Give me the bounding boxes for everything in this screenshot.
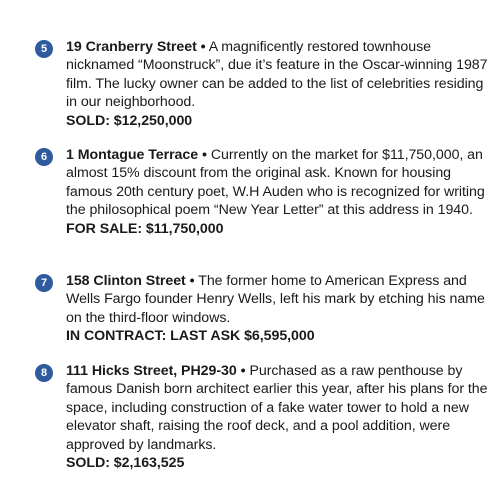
listing-bullet: •: [240, 363, 246, 379]
listing-status: FOR SALE: $11,750,000: [66, 220, 224, 237]
listing-description: Purchased as a raw penthouse by famous Danish born architect earlier this year, after his plans for the space, including construction of a fake water tower to hold a new elevator shaft, raising the roof deck, and a pool addition, were approved by landmarks.: [66, 363, 488, 453]
listing-text: [66, 362, 497, 472]
listing-number-badge: 8: [35, 364, 53, 382]
listing-street: 158 Clinton Street: [66, 273, 186, 289]
listing-street: 111 Hicks Street, PH29-30: [66, 363, 237, 379]
listing-text: [66, 146, 497, 238]
listing-street: 1 Montague Terrace: [66, 147, 199, 163]
listing-description: A magnificently restored townhouse nicknamed “Moonstruck”, due it’s feature in the Oscar-winning 1987 film. The lucky owner can be added to the list of celebrities residing in our neighborhood.: [66, 39, 488, 111]
listing-status: SOLD: $2,163,525: [66, 455, 185, 472]
listing-number-badge: 7: [35, 274, 53, 292]
listing-status: IN CONTRACT: LAST ASK $6,595,000: [66, 328, 315, 345]
listing-street: 19 Cranberry Street: [66, 39, 197, 55]
listing-number-badge: 6: [35, 148, 53, 166]
listing-text: [66, 272, 497, 346]
listing-description: The former home to American Express and Wells Fargo founder Henry Wells, left his mark by etching his name on the third-floor windows.: [66, 273, 485, 326]
listing-text: [66, 38, 497, 130]
listing-bullet: •: [202, 147, 207, 163]
listing-number-badge: 5: [35, 40, 53, 58]
listing-description: Currently on the market for $11,750,000, an almost 15% discount from the original ask. Known for housing famous 20th century poet, W.H Auden who is recognized for writing the philosophical poem “New Year Letter” at this address in 1940.: [66, 147, 485, 219]
listing-status: SOLD: $12,250,000: [66, 112, 193, 129]
listing-bullet: •: [200, 39, 206, 55]
listing-bullet: •: [189, 273, 195, 289]
